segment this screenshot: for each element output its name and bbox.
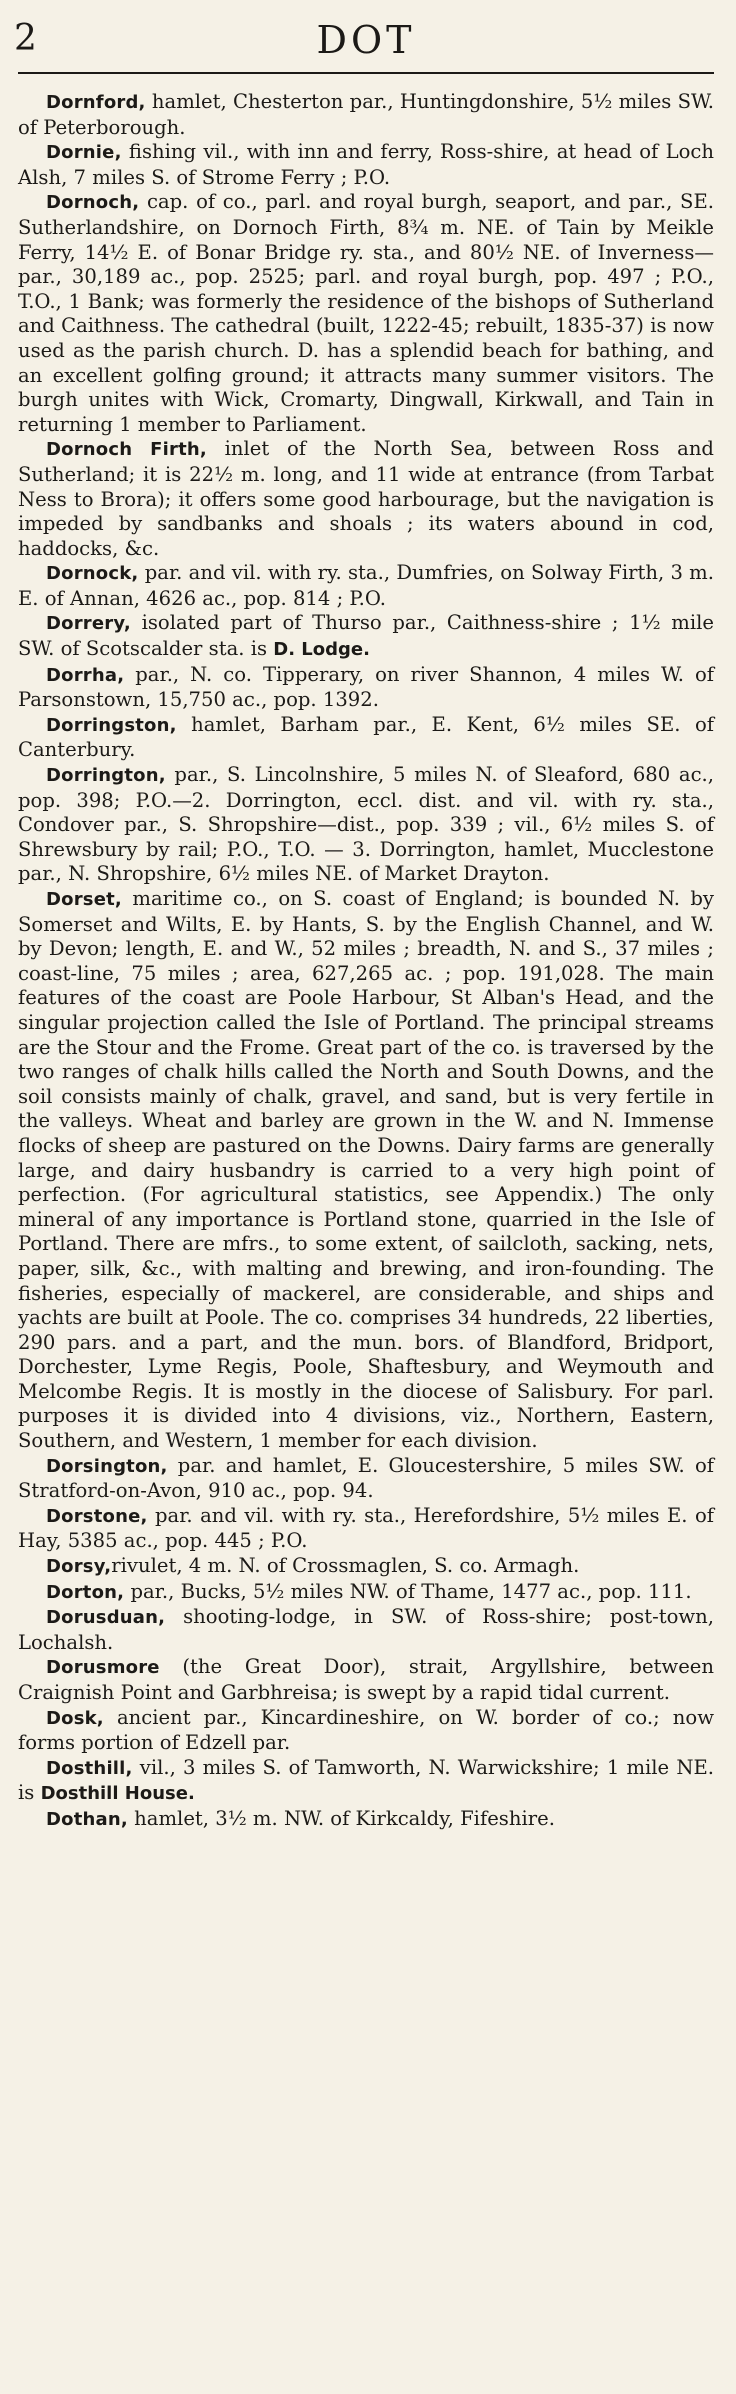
gazetteer-entry: [18, 1756, 714, 1807]
entry-headword: Dorrery,: [46, 613, 131, 635]
entry-headword: Dornoch,: [46, 192, 140, 214]
entry-cross-reference: Dosthill House.: [40, 1783, 195, 1805]
gazetteer-entry: [18, 663, 714, 713]
entry-headword: Dorsy,: [46, 1556, 112, 1578]
entry-headword: Dorstone,: [46, 1505, 148, 1527]
gazetteer-entry: [18, 140, 714, 190]
gazetteer-entry: [18, 437, 714, 561]
gazetteer-entry: [18, 611, 714, 662]
entry-headword: Dorset,: [46, 889, 122, 910]
gazetteer-entry: [18, 90, 714, 140]
entry-headword: Dornford,: [46, 92, 146, 113]
header-rule: [18, 72, 714, 74]
entry-text: par. and vil. with ry. sta., Herefordshire, 5½ miles E. of Hay, 5385 ac., pop. 445 ; P.O.: [18, 1503, 714, 1553]
entry-headword: Dosthill,: [46, 1757, 133, 1779]
entry-headword: Dorrha,: [46, 664, 125, 686]
entry-headword: Dorrington,: [46, 765, 166, 787]
entry-text: hamlet, Chesterton par., Huntingdonshire, 5½ miles SW. of Peterborough.: [18, 90, 714, 139]
entry-text: par., N. co. Tipperary, on river Shannon, 4 miles W. of Parsonstown, 15,750 ac., pop. 1392.: [18, 662, 714, 712]
gazetteer-entry: [18, 1655, 714, 1705]
entry-text: vil., 3 miles S. of Tamworth, N. Warwickshire; 1 mile NE. is: [18, 1755, 714, 1805]
gazetteer-entry: [18, 763, 714, 887]
gazetteer-entry: [18, 561, 714, 611]
entry-text: hamlet, Barham par., E. Kent, 6½ miles SE. of Canterbury.: [18, 712, 714, 762]
entry-text: par. and hamlet, E. Gloucestershire, 5 miles SW. of Stratford-on-Avon, 910 ac., pop. 94.: [18, 1453, 714, 1503]
gazetteer-entry: [18, 190, 714, 437]
entry-headword: Dorringston,: [46, 714, 177, 736]
gazetteer-entry: [18, 1706, 714, 1756]
entry-text: shooting-lodge, in SW. of Ross-shire; post-town, Lochalsh.: [18, 1605, 714, 1654]
entry-headword: Dothan,: [46, 1808, 128, 1830]
entry-headword: Dosk,: [46, 1707, 104, 1729]
gazetteer-entry: [18, 887, 714, 1454]
entry-headword: Dornoch Firth,: [46, 439, 207, 461]
page-header: [14, 0, 714, 72]
entry-headword: Dornock,: [46, 563, 139, 585]
entry-cross-reference: D. Lodge.: [273, 639, 370, 661]
entry-text: par. and vil. with ry. sta., Dumfries, on Solway Firth, 3 m. E. of Annan, 4626 ac., pop. 814 ; P.O.: [18, 561, 714, 610]
entry-headword: Dorusmore: [46, 1657, 160, 1679]
entry-text: rivulet, 4 m. N. of Crossmaglen, S. co. Armagh.: [111, 1554, 580, 1578]
entry-headword: Dorusduan,: [46, 1607, 166, 1629]
gazetteer-entry: [18, 1605, 714, 1655]
entry-text: inlet of the North Sea, between Ross and Sutherland; it is 22½ m. long, and 11 wide at entrance (from Tarbat Ness to Brora); it offers some good harbourage, but the navigation is impeded by sandbanks and shoals ; its waters abound in cod, haddocks, &c.: [18, 437, 714, 560]
gazetteer-entry: [18, 1504, 714, 1554]
entry-text: ancient par., Kincardineshire, on W. border of co.; now forms portion of Edzell par.: [18, 1705, 714, 1755]
entry-text: fishing vil., with inn and ferry, Ross-shire, at head of Loch Alsh, 7 miles S. of Strome Ferry ; P.O.: [18, 140, 714, 189]
entry-text: par., Bucks, 5½ miles NW. of Thame, 1477 ac., pop. 111.: [124, 1579, 692, 1603]
entry-list: [18, 72, 714, 1833]
running-head: DOT: [316, 18, 416, 62]
entry-text: maritime co., on S. coast of England; is bounded N. by Somerset and Wilts, E. by Hants, S. by the English Channel, and W. by Devon; length, E. and W., 52 miles ; breadth, N. and S., 37 miles ; coast-line, 75 miles ; area, 627,265 ac. ; pop. 191,028. The main features of the coast are Poole Harbour, St Alban's Head, and the singular projection called the Isle of Portland. The principal streams are the Stour and the Frome. Great part of the co. is traversed by the two ranges of chalk hills called the North and South Downs, and the soil consists mainly of chalk, gravel, and sand, but is very fertile in the valleys. Wheat and barley are grown in the W. and N. Immense flocks of sheep are pastured on the Downs. Dairy farms are generally large, and dairy husbandry is carried to a very high point of perfection. (For agricultural statistics, see Appendix.) The only mineral of any importance is Portland stone, quarried in the Isle of Portland. There are mfrs., to some extent, of sailcloth, sacking, nets, paper, silk, &c., with malting and brewing, and iron-founding. The fisheries, especially of mackerel, are considerable, and ships and yachts are built at Poole. The co. comprises 34 hundreds, 22 liberties, 290 pars. and a part, and the mun. bors. of Blandford, Bridport, Dorchester, Lyme Regis, Poole, Shaftesbury, and Weymouth and Melcombe Regis. It is mostly in the diocese of Salisbury. For parl. purposes it is divided into 4 divisions, viz., Northern, Eastern, Southern, and Western, 1 member for each division.: [18, 887, 714, 1453]
entry-text: (the Great Door), strait, Argyllshire, between Craignish Point and Garbhreisa; is swept by a rapid tidal current.: [18, 1655, 714, 1704]
entry-headword: Dornie,: [46, 142, 122, 164]
gazetteer-entry: [18, 713, 714, 763]
entry-text: isolated part of Thurso par., Caithness-shire ; 1½ mile SW. of Scotscalder sta. is: [18, 611, 714, 661]
entry-headword: Dorton,: [46, 1581, 125, 1603]
entry-headword: Dorsington,: [46, 1455, 168, 1477]
entry-text: hamlet, 3½ m. NW. of Kirkcaldy, Fifeshire.: [127, 1806, 555, 1830]
entry-text: par., S. Lincolnshire, 5 miles N. of Sleaford, 680 ac., pop. 398; P.O.—2. Dorrington, eccl. dist. and vil. with ry. sta., Condover par., S. Shropshire—dist., pop. 339 ; vil., 6½ miles S. of Shrewsbury by rail; P.O., T.O. — 3. Dorrington, hamlet, Mucclestone par., N. Shropshire, 6½ miles NE. of Market Drayton.: [18, 763, 714, 886]
page-number: 2: [14, 18, 38, 59]
gazetteer-entry: [18, 1554, 714, 1580]
gazetteer-entry: [18, 1454, 714, 1504]
entry-text: cap. of co., parl. and royal burgh, seaport, and par., SE. Sutherlandshire, on Dornoch Firth, 8¾ m. NE. of Tain by Meikle Ferry, 14½ E. of Bonar Bridge ry. sta., and 80½ NE. of Inverness—par., 30,189 ac., pop. 2525; parl. and royal burgh, pop. 497 ; P.O., T.O., 1 Bank; was formerly the residence of the bishops of Sutherland and Caithness. The cathedral (built, 1222-45; rebuilt, 1835-37) is now used as the parish church. D. has a splendid beach for bathing, and an excellent golfing ground; it attracts many summer visitors. The burgh unites with Wick, Cromarty, Dingwall, Kirkwall, and Tain in returning 1 member to Parliament.: [18, 190, 714, 436]
gazetteer-entry: [18, 1807, 714, 1833]
gazetteer-entry: [18, 1580, 714, 1606]
